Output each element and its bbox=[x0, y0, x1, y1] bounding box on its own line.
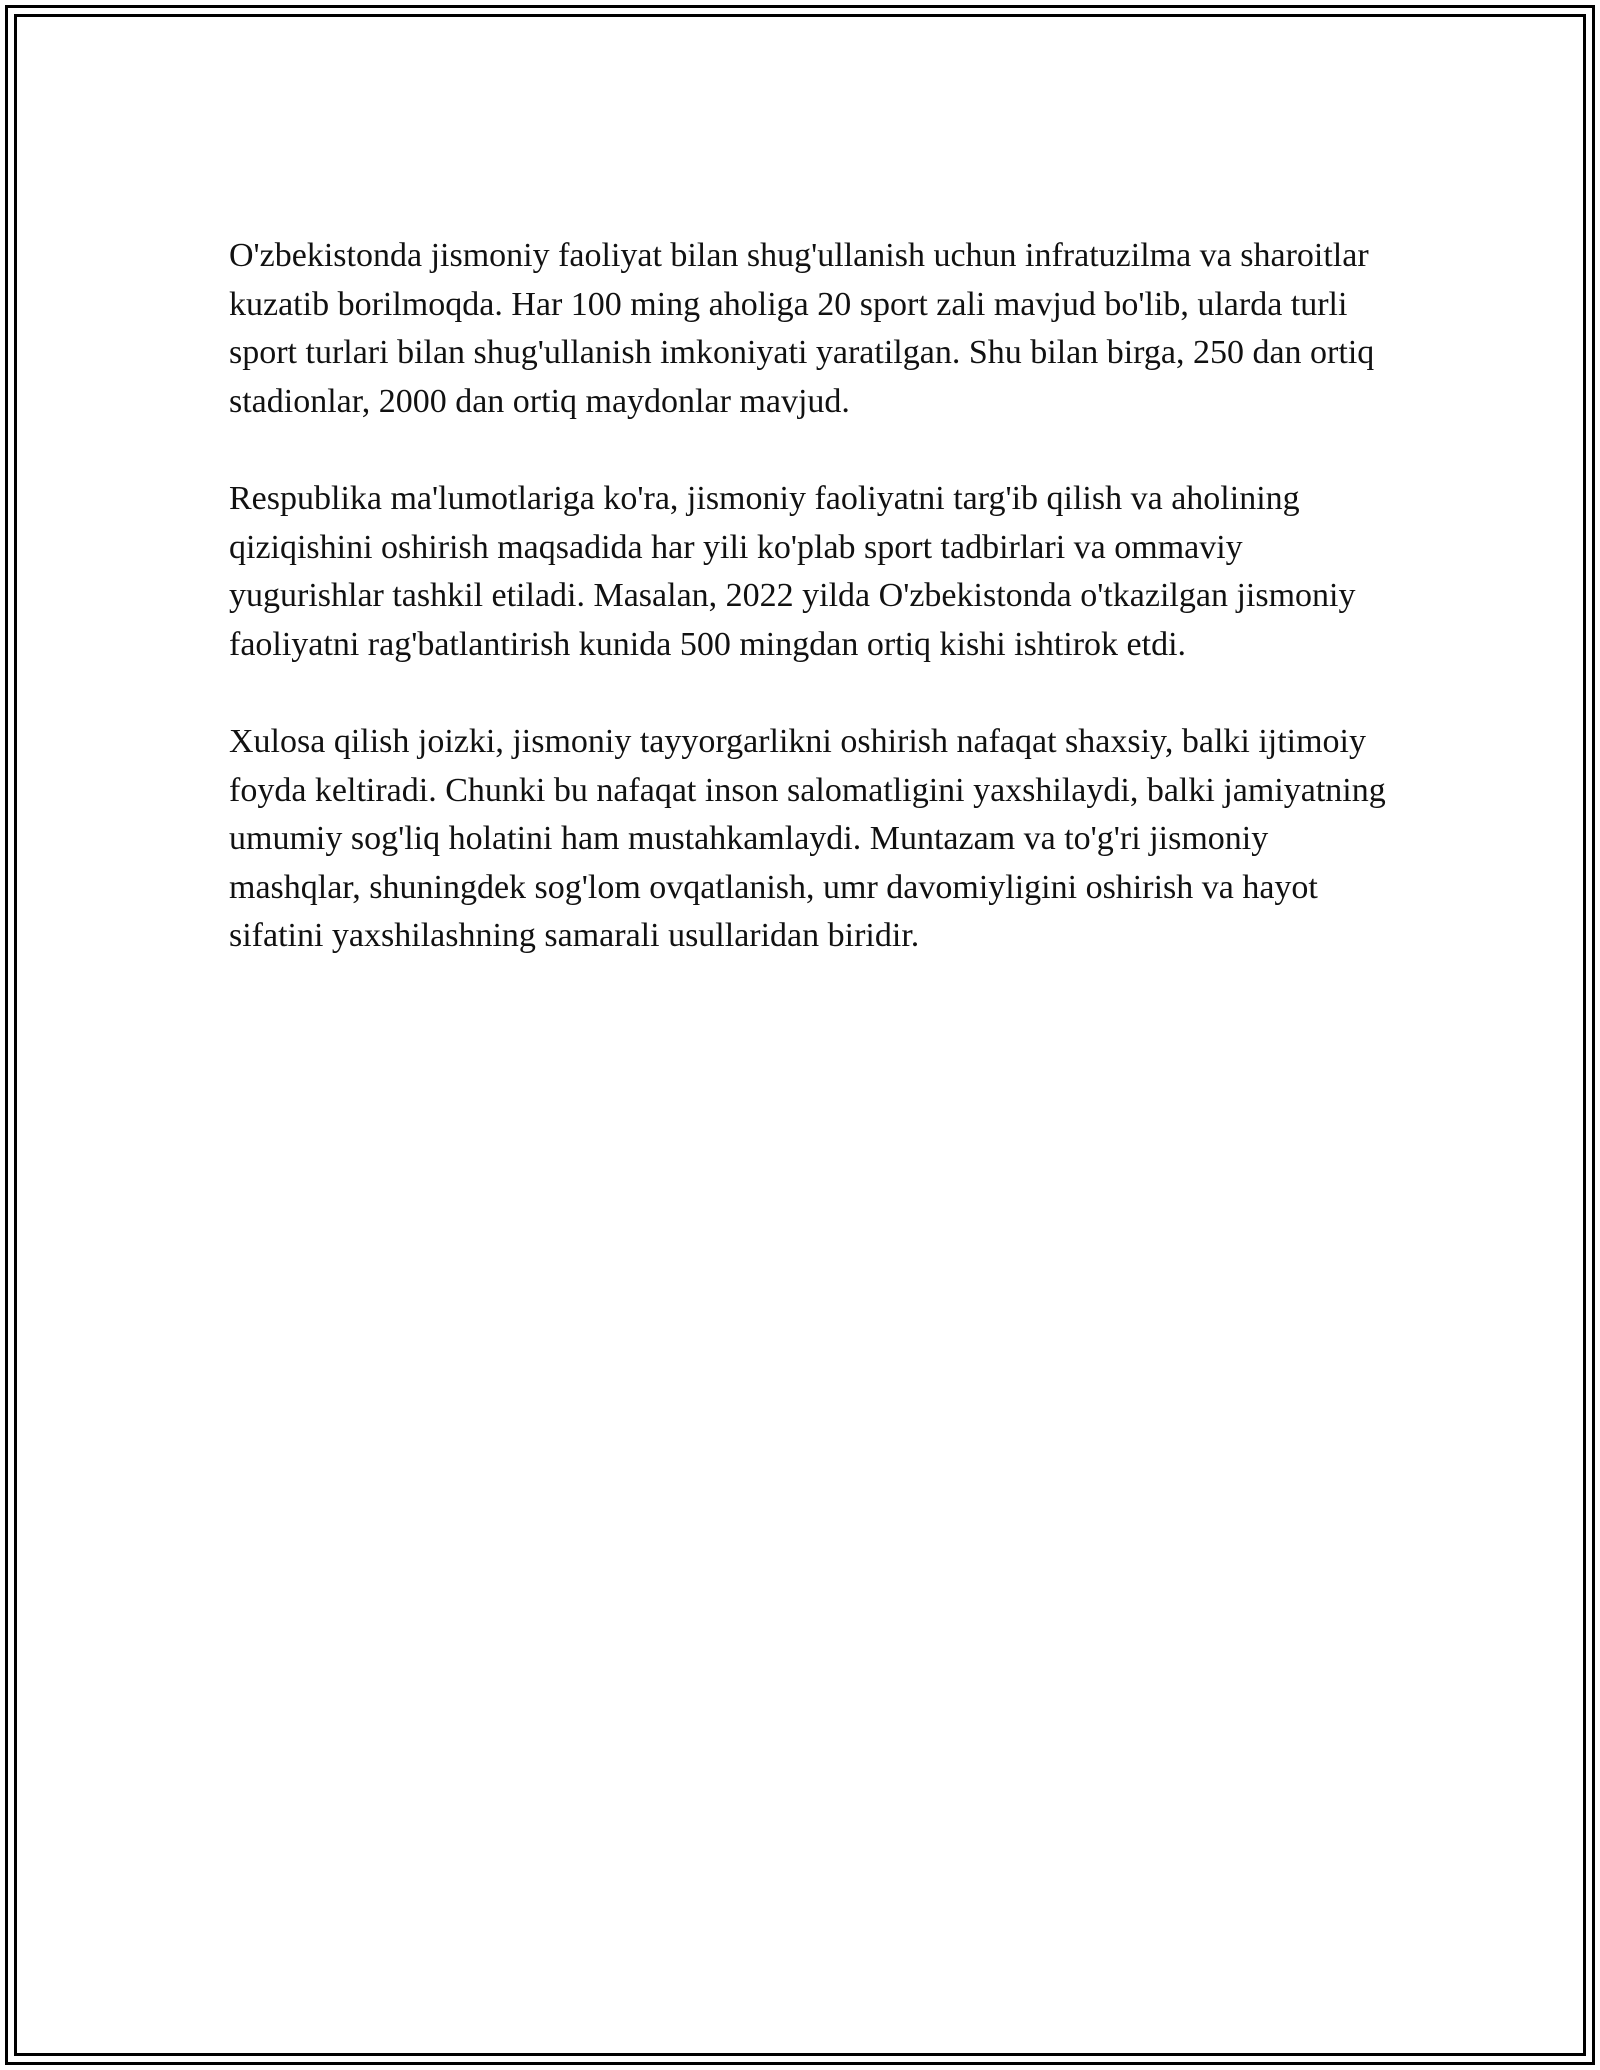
paragraph-conclusion: Xulosa qilish joizki, jismoniy tayyorgarlikni oshirish nafaqat shaxsiy, balki ijtimoiy foyda keltiradi. Chunki bu nafaqat inson salomatligini yaxshilaydi, balki jamiyatning umumiy sog'liq holatini ham mustahkamlaydi. Muntazam va to'g'ri jismoniy mashqlar, shuningdek sog'lom ovqatlanish, umr davomiyligini oshirish va hayot sifatini yaxshilashning samarali usullaridan biridir. bbox=[229, 723, 1386, 954]
paragraph-infrastructure: O'zbekistonda jismoniy faoliyat bilan shug'ullanish uchun infratuzilma va sharoitlar kuzatib borilmoqda. Har 100 ming aholiga 20 sport zali mavjud bo'lib, ularda turli sport turlari bilan shug'ullanish imkoniyati yaratilgan. Shu bilan birga, 250 dan ortiq stadionlar, 2000 dan ortiq maydonlar mavjud. bbox=[229, 237, 1375, 420]
paragraph-events: Respublika ma'lumotlariga ko'ra, jismoniy faoliyatni targ'ib qilish va aholining qiziqishini oshirish maqsadida har yili ko'plab sport tadbirlari va ommaviy yugurishlar tashkil etiladi. Masalan, 2022 yilda O'zbekistonda o'tkazilgan jismoniy faoliyatni rag'batlantirish kunida 500 mingdan ortiq kishi ishtirok etdi. bbox=[229, 480, 1356, 663]
document-body bbox=[229, 232, 1389, 1010]
